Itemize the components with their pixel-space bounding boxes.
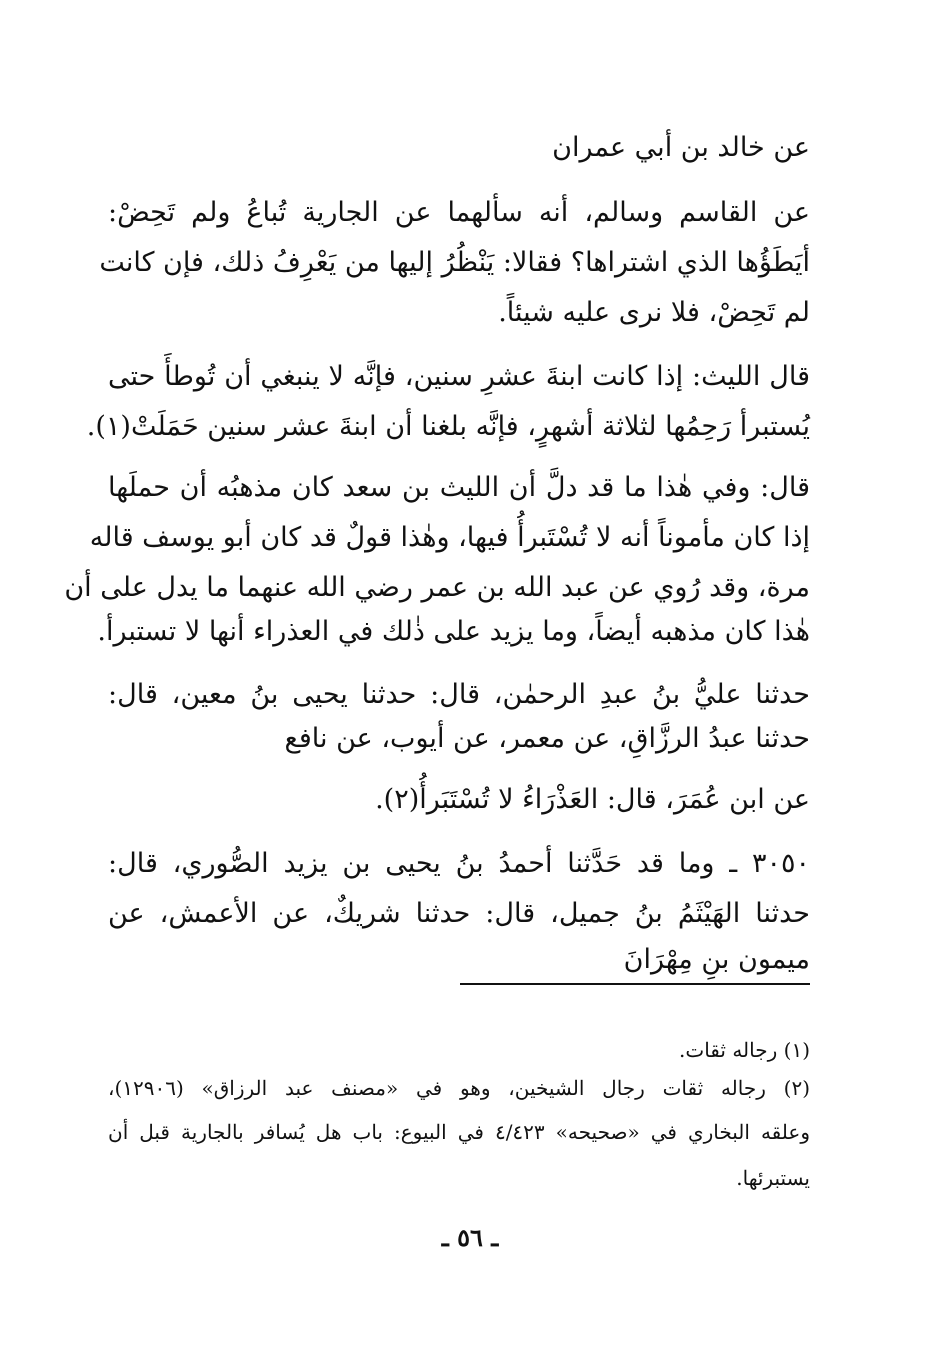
footnote-2-line-3: يستبرئها. xyxy=(736,1166,810,1190)
text-line-4: لم تَحِضْ، فلا نرى عليه شيئاً. xyxy=(498,297,810,328)
text-line-12: حدثنا عبدُ الرزَّاقِ، عن معمر، عن أيوب، عن نافع xyxy=(284,723,810,754)
text-line-6: يُستبرأ رَحِمُها لثلاثة أشهرٍ، فإنَّه بلغنا أن ابنةَ عشر سنين حَمَلَتْ(١). xyxy=(86,411,810,442)
footnote-2-line-2: وعلقه البخاري في «صحيحه» ٤/٤٢٣ في البيوع: باب هل يُسافر بالجارية قبل أن xyxy=(108,1120,810,1144)
text-line-13: عن ابن عُمَرَ، قال: العَذْرَاءُ لا تُسْتَبَرأُ(٢). xyxy=(375,784,810,815)
text-line-15: حدثنا الهَيْثَمُ بنُ جميل، قال: حدثنا شريكٌ، عن الأعمش، عن xyxy=(108,898,810,929)
text-line-16: ميمون بنِ مِهْرَانَ xyxy=(623,944,810,975)
text-line-14: ٣٠٥٠ ـ وما قد حَدَّثنا أحمدُ بنُ يحيى بن يزيد الصُّوري، قال: xyxy=(108,848,810,879)
text-line-8: إذا كان مأموناً أنه لا تُسْتَبرأُ فيها، وهٰذا قولٌ قد كان أبو يوسف قاله xyxy=(89,522,810,553)
text-line-3: أيَطَؤُها الذي اشتراها؟ فقالا: يَنْظُرُ إليها من يَعْرِفُ ذلك، فإن كانت xyxy=(99,247,810,278)
footnote-1: (١) رجاله ثقات. xyxy=(679,1038,810,1062)
text-line-9: مرة، وقد رُوي عن عبد الله بن عمر رضي الله عنهما ما يدل على أن xyxy=(64,572,810,603)
text-line-11: حدثنا عليُّ بنُ عبدِ الرحمٰن، قال: حدثنا يحيى بنُ معين، قال: xyxy=(108,679,810,710)
text-line-5: قال الليث: إذا كانت ابنةَ عشرِ سنين، فإنَّه لا ينبغي أن تُوطأَ حتى xyxy=(108,361,810,392)
page-number: ـ ٥٦ ـ xyxy=(441,1223,499,1252)
text-line-2: عن القاسم وسالم، أنه سألهما عن الجارية تُباعُ ولم تَحِضْ: xyxy=(108,197,810,228)
footnote-2-line-1: (٢) رجاله ثقات رجال الشيخين، وهو في «مصنف عبد الرزاق» (١٢٩٠٦)، xyxy=(108,1076,810,1100)
text-line-7: قال: وفي هٰذا ما قد دلَّ أن الليث بن سعد كان مذهبُه أن حملَها xyxy=(108,472,810,503)
text-line-10: هٰذا كان مذهبه أيضاً، وما يزيد على ذٰلك في العذراء أنها لا تستبرأ. xyxy=(97,616,810,647)
footnote-separator xyxy=(460,983,810,985)
text-line-1: عن خالد بن أبي عمران xyxy=(552,132,810,163)
